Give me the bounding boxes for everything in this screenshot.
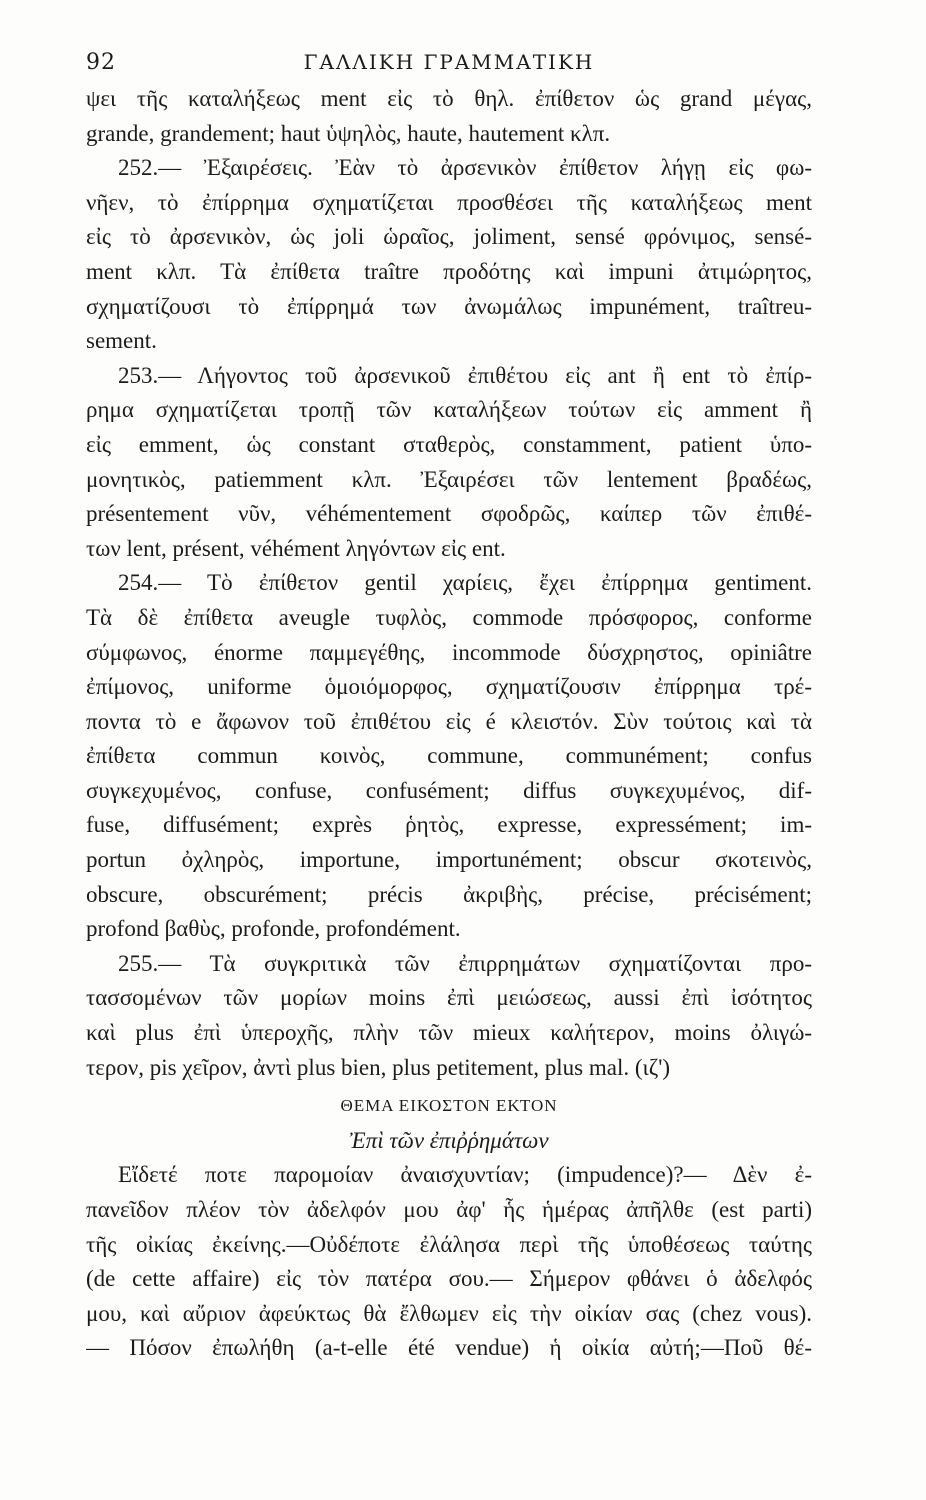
exercise-line: μου, καὶ αὔριον ἀφεύκτως θὰ ἔλθωμεν εἰς τὴν οἰκίαν σας (chez vous). xyxy=(86,1300,812,1326)
text-line: ψει τῆς καταλήξεως ment εἰς τὸ θηλ. ἐπίθετον ὡς grand μέγας, xyxy=(86,86,812,111)
exercise-line: πανεῖδον πλέον τὸν ἀδελφόν μου ἀφ' ἧς ἡμέρας ἀπῆλθε (est parti) xyxy=(86,1197,812,1222)
text-line: obscure, obscurément; précis ἀκριβὴς, précise, précisément; xyxy=(86,881,812,907)
body-text xyxy=(86,82,812,1085)
text-line: ἐπίθετα commun κοινὸς, commune, communément; confus xyxy=(86,743,812,769)
book-page xyxy=(86,42,812,1366)
text-line: ἐπίμονος, uniforme ὁμοιόμορφος, σχηματίζουσιν ἐπίρρημα τρέ- xyxy=(86,674,812,700)
text-line: grande, grandement; haut ὑψηλὸς, haute, hautement κλπ. xyxy=(86,120,611,146)
text-line: συγκεχυμένος, confuse, confusément; diffus συγκεχυμένος, dif- xyxy=(86,777,812,803)
text-line: τασσομένων τῶν μορίων moins ἐπὶ μειώσεως, aussi ἐπὶ ἰσότητος xyxy=(86,985,812,1011)
text-line: σύμφωνος, énorme παμμεγέθης, incommode δύσχρηστος, opiniâtre xyxy=(86,639,812,665)
exercise-line: Εἴδετέ ποτε παρομοίαν ἀναισχυντίαν; (impudence)?— Δὲν ἐ- xyxy=(118,1162,812,1188)
text-line: μονητικὸς, patiemment κλπ. Ἐξαιρέσει τῶν lentement βραδέως, xyxy=(86,466,812,492)
running-head xyxy=(86,42,812,82)
text-line: νῆεν, τὸ ἐπίρρημα σχηματίζεται προσθέσει τῆς καταλήξεως ment xyxy=(86,189,812,215)
text-line: εἰς τὸ ἀρσενικὸν, ὡς joli ὡραῖος, joliment, sensé φρόνιμος, sensé- xyxy=(86,224,812,250)
text-line: τερον, pis χεῖρον, ἀντὶ plus bien, plus petitement, plus mal. (ιζ') xyxy=(86,1054,671,1080)
exercise-line: — Πόσον ἐπωλήθη (a-t-elle été vendue) ἡ οἰκία αὐτή;—Ποῦ θέ- xyxy=(86,1335,812,1361)
text-line: ment κλπ. Τὰ ἐπίθετα traître προδότης καὶ impuni ἀτιμώρητος, xyxy=(86,258,812,284)
exercise-line: τῆς οἰκίας ἐκείνης.—Οὐδέποτε ἐλάλησα περὶ τῆς ὑποθέσεως ταύτης xyxy=(86,1231,812,1257)
text-line: portun ὀχληρὸς, importune, importunément; obscur σκοτεινὸς, xyxy=(86,847,812,873)
text-line: εἰς emment, ὡς constant σταθερὸς, constamment, patient ὑπο- xyxy=(86,431,812,457)
text-line: Τὰ δὲ ἐπίθετα aveugle τυφλὸς, commode πρόσφορος, conforme xyxy=(86,604,812,630)
running-title: ΓΑΛΛΙΚΗ ΓΡΑΜΜΑΤΙΚΗ xyxy=(303,50,595,74)
exercise-line: (de cette affaire) εἰς τὸν πατέρα σου.— Σήμερον φθάνει ὁ ἀδελφός xyxy=(86,1266,812,1292)
paragraph-255-start: 255.— Τὰ συγκριτικὰ τῶν ἐπιρρημάτων σχηματίζονται προ- xyxy=(118,950,812,976)
text-line: καὶ plus ἐπὶ ὑπεροχῆς, πλὴν τῶν mieux καλήτερον, moins ὀλιγώ- xyxy=(86,1020,812,1046)
exercise-section xyxy=(86,1089,812,1366)
paragraph-253-start: 253.— Λήγοντος τοῦ ἀρσενικοῦ ἐπιθέτου εἰς ant ἢ ent τὸ ἐπίρ- xyxy=(118,362,812,388)
exercise-heading: ΘΕΜΑ ΕΙΚΟΣΤΟΝ ΕΚΤΟΝ xyxy=(340,1096,558,1116)
paragraph-252-start: 252.— Ἐξαιρέσεις. Ἐὰν τὸ ἀρσενικὸν ἐπίθετον λήγῃ εἰς φω- xyxy=(118,155,812,181)
text-line: fuse, diffusément; exprès ῥητὸς, expresse, expressément; im- xyxy=(86,812,812,838)
page-number: 92 xyxy=(86,50,116,75)
exercise-subtitle: Ἐπὶ τῶν ἐπιῤῥημάτων xyxy=(349,1127,549,1153)
text-line: profond βαθὺς, profonde, profondément. xyxy=(86,916,461,942)
text-line: ποντα τὸ e ἄφωνον τοῦ ἐπιθέτου εἰς é κλειστόν. Σὺν τούτοις καὶ τὰ xyxy=(86,708,812,734)
text-line: ρημα σχηματίζεται τροπῇ τῶν καταλήξεων τούτων εἰς amment ἢ xyxy=(86,397,812,423)
paragraph-254-start: 254.— Τὸ ἐπίθετον gentil χαρίεις, ἔχει ἐπίρρημα gentiment. xyxy=(118,570,812,596)
text-line: σχηματίζουσι τὸ ἐπίρρημά των ἀνωμάλως impunément, traîtreu- xyxy=(86,293,812,319)
text-line: sement. xyxy=(86,328,157,354)
text-line: των lent, présent, véhément ληγόντων εἰς ent. xyxy=(86,535,506,561)
text-line: présentement νῦν, véhémentement σφοδρῶς, καίπερ τῶν ἐπιθέ- xyxy=(86,501,812,527)
